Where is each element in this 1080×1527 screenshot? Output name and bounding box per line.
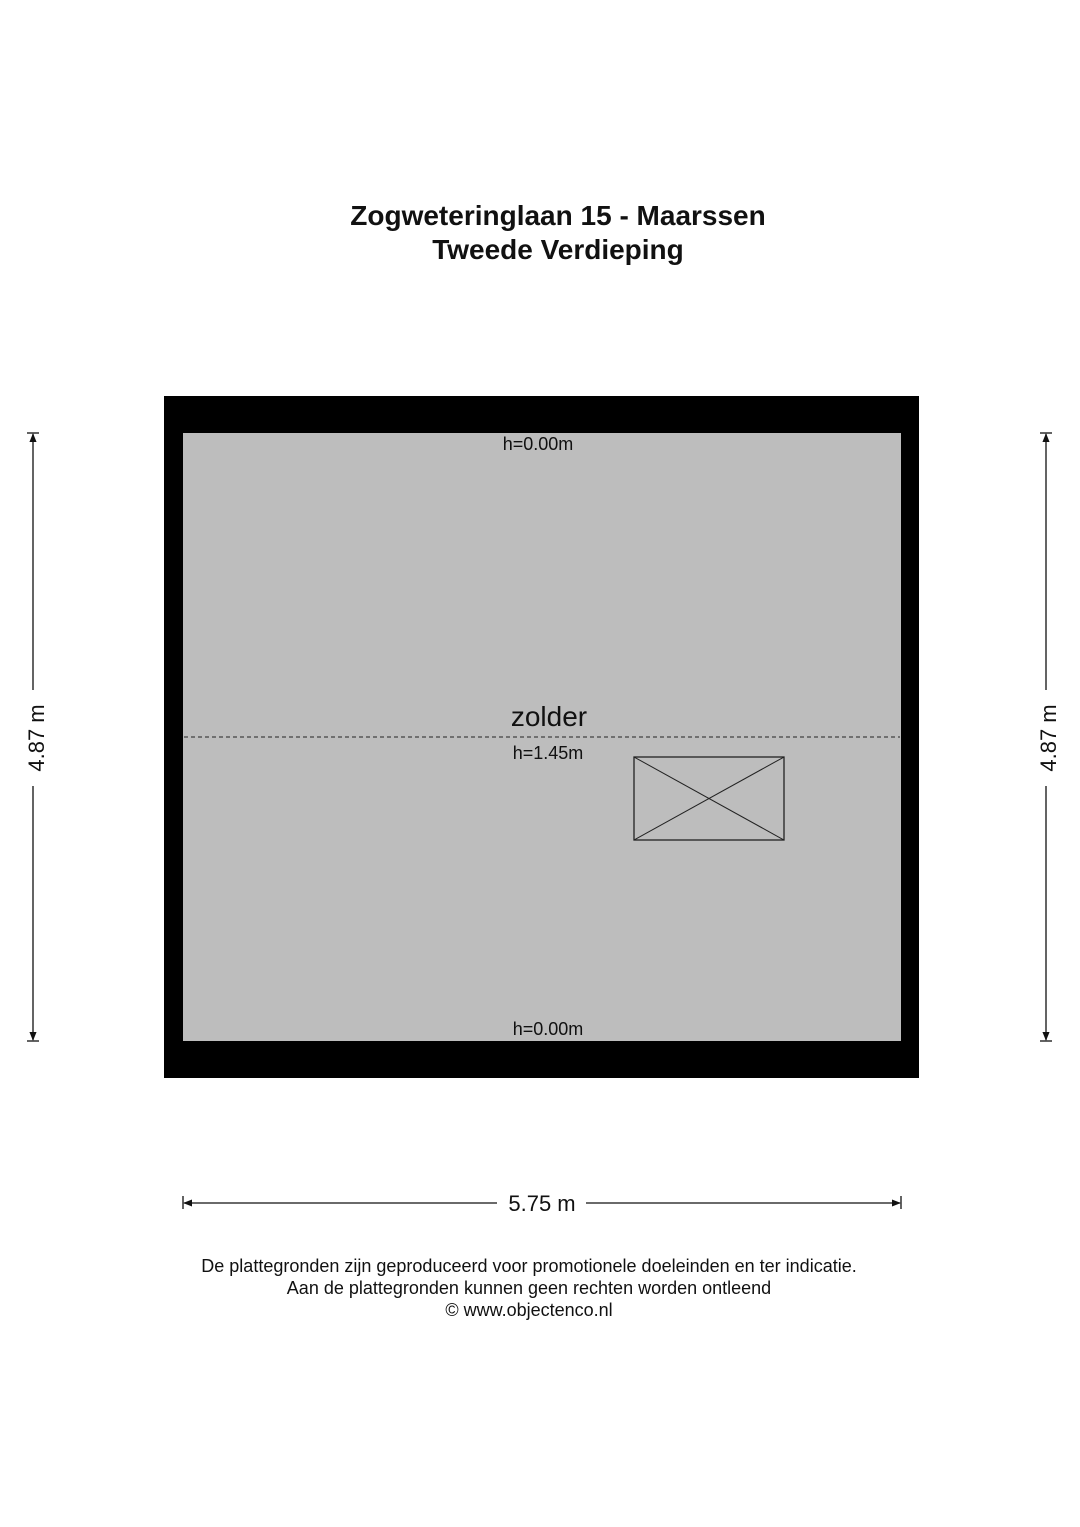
height-label-ridge: h=1.45m xyxy=(512,743,584,763)
dimension-label-right: 4.87 m xyxy=(1036,704,1061,772)
plan-floor-title: Tweede Verdieping xyxy=(432,234,684,265)
disclaimer-line-1: De plattegronden zijn geproduceerd voor promotionele doeleinden en ter indicatie. xyxy=(201,1256,857,1276)
plan-address-title: Zogweteringlaan 15 - Maarssen xyxy=(350,200,766,231)
dimension-label-bottom: 5.75 m xyxy=(508,1191,576,1216)
height-label-top: h=0.00m xyxy=(502,434,574,454)
copyright-link[interactable]: © www.objectenco.nl xyxy=(445,1300,613,1320)
height-label-bottom: h=0.00m xyxy=(512,1019,584,1039)
room-label-zolder: zolder xyxy=(510,701,588,732)
disclaimer-line-2: Aan de plattegronden kunnen geen rechten worden ontleend xyxy=(286,1278,772,1298)
dimension-label-left: 4.87 m xyxy=(24,704,49,772)
